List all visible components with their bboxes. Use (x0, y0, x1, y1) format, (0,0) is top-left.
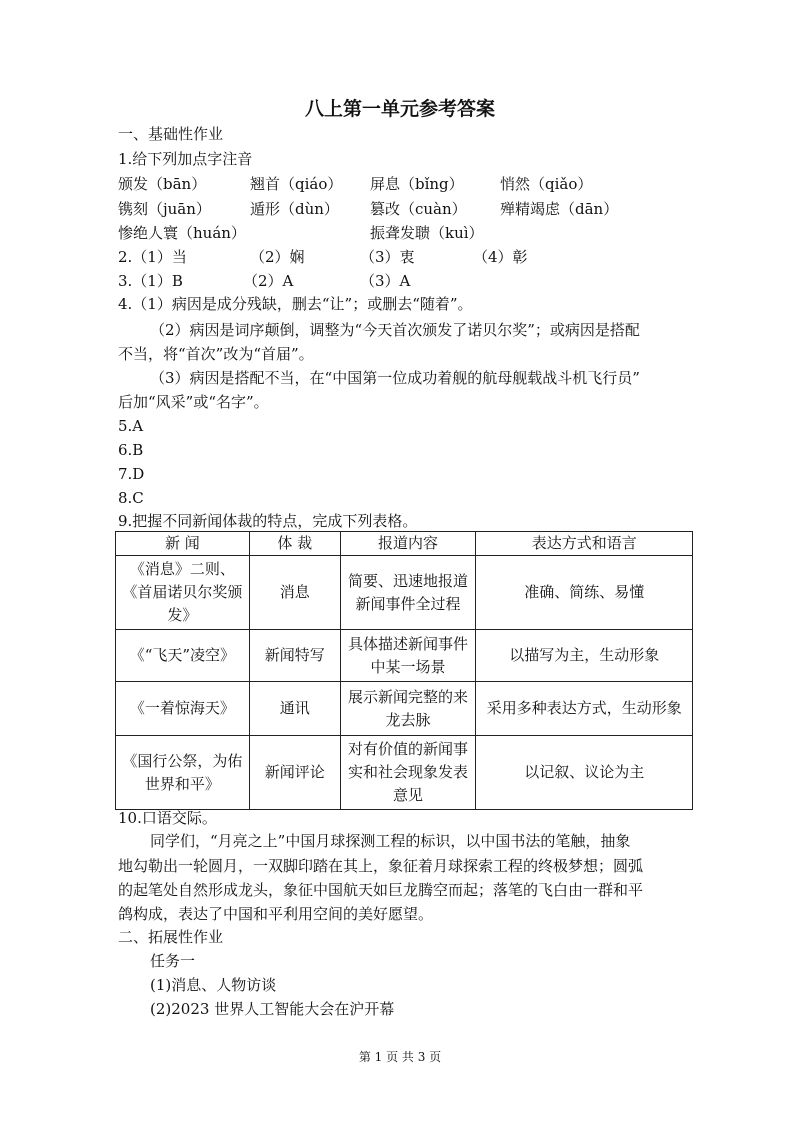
pinyin-item: 翘首（qiáo） (250, 175, 343, 193)
q10-label: 10.口语交际。 (118, 809, 217, 827)
task1-label: 任务一 (150, 952, 196, 970)
table-header-row (116, 532, 693, 556)
pinyin-item: 遁形（dùn） (250, 200, 339, 218)
answer-item: （3）衷 (360, 248, 415, 266)
news-genre-table (115, 531, 693, 810)
answer-item: （3）A (360, 272, 411, 290)
q8-answer: 8.C (118, 489, 144, 507)
q5-answer: 5.A (118, 417, 144, 435)
pinyin-item: 篡改（cuàn） (370, 200, 467, 218)
answer-item: （2）A (243, 272, 294, 290)
q6-answer: 6.B (118, 441, 144, 459)
table-cell: 《消息》二则、《首届诺贝尔奖颁发》 (116, 556, 250, 630)
table-row (116, 630, 693, 682)
table-header: 表达方式和语言 (476, 532, 693, 556)
task1-item-1: (1)消息、人物访谈 (150, 976, 277, 994)
q9-label: 9.把握不同新闻体裁的特点，完成下列表格。 (118, 512, 418, 530)
pinyin-item: 颁发（bān） (118, 175, 207, 193)
table-row (116, 556, 693, 630)
q10-line-2: 地勾勒出一轮圆月，一双脚印踏在其上，象征着月球探索工程的终极梦想；圆弧 (118, 857, 644, 875)
table-cell: 准确、简练、易懂 (476, 556, 693, 630)
q7-answer: 7.D (118, 465, 145, 483)
q4-line-3: 不当，将“首次”改为“首届”。 (118, 345, 314, 363)
q10-line-1: 同学们，“月亮之上”中国月球探测工程的标识，以中国书法的笔触，抽象 (150, 832, 631, 850)
table-row (116, 736, 693, 810)
table-cell: 《“飞天”凌空》 (116, 630, 250, 682)
answer-item: （2）娴 (250, 248, 305, 266)
table-cell: 展示新闻完整的来龙去脉 (340, 682, 476, 736)
section-heading-extended: 二、拓展性作业 (118, 928, 224, 946)
answer-item: 3.（1）B (118, 272, 183, 290)
table-cell: 《国行公祭，为佑世界和平》 (116, 736, 250, 810)
table-cell: 通讯 (249, 682, 340, 736)
table-cell: 《一着惊海天》 (116, 682, 250, 736)
page-title: 八上第一单元参考答案 (304, 98, 495, 120)
table-cell: 新闻特写 (249, 630, 340, 682)
table-header: 新 闻 (116, 532, 250, 556)
table-header: 报道内容 (340, 532, 476, 556)
answer-item: 2.（1）当 (118, 248, 187, 266)
table-cell: 以记叙、议论为主 (476, 736, 693, 810)
answer-item: （4）彰 (473, 248, 528, 266)
q4-line-1: 4.（1）病因是成分残缺，删去“让”；或删去“随着”。 (118, 295, 473, 313)
table-cell: 新闻评论 (249, 736, 340, 810)
page-footer: 第 1 页 共 3 页 (358, 1050, 442, 1064)
pinyin-item: 惨绝人寰（huán） (118, 224, 246, 242)
table-cell: 采用多种表达方式，生动形象 (476, 682, 693, 736)
table-cell: 消息 (249, 556, 340, 630)
pinyin-item: 镌刻（juān） (118, 200, 211, 218)
pinyin-item: 悄然（qiǎo） (500, 175, 593, 193)
q4-line-4: （3）病因是搭配不当，在“中国第一位成功着舰的航母舰载战斗机飞行员” (150, 369, 640, 387)
table-cell: 具体描述新闻事件中某一场景 (340, 630, 476, 682)
q10-line-4: 鸽构成，表达了中国和平利用空间的美好愿望。 (118, 905, 434, 923)
q4-line-2: （2）病因是词序颠倒，调整为“今天首次颁发了诺贝尔奖”；或病因是搭配 (150, 321, 640, 339)
section-heading-basic: 一、基础性作业 (118, 125, 224, 143)
task1-item-2: (2)2023 世界人工智能大会在沪开幕 (150, 1000, 395, 1018)
pinyin-item: 殚精竭虑（dān） (500, 200, 619, 218)
table-cell: 以描写为主，生动形象 (476, 630, 693, 682)
table-header: 体 裁 (249, 532, 340, 556)
pinyin-item: 振聋发聩（kuì） (370, 224, 484, 242)
table-row (116, 682, 693, 736)
table-cell: 对有价值的新闻事实和社会现象发表意见 (340, 736, 476, 810)
pinyin-item: 屏息（bǐng） (370, 175, 464, 193)
q10-line-3: 的起笔处自然形成龙头，象征中国航天如巨龙腾空而起；落笔的飞白由一群和平 (118, 881, 644, 899)
q1-label: 1.给下列加点字注音 (118, 150, 253, 168)
q4-line-5: 后加“风采”或“名字”。 (118, 393, 269, 411)
table-cell: 简要、迅速地报道新闻事件全过程 (340, 556, 476, 630)
